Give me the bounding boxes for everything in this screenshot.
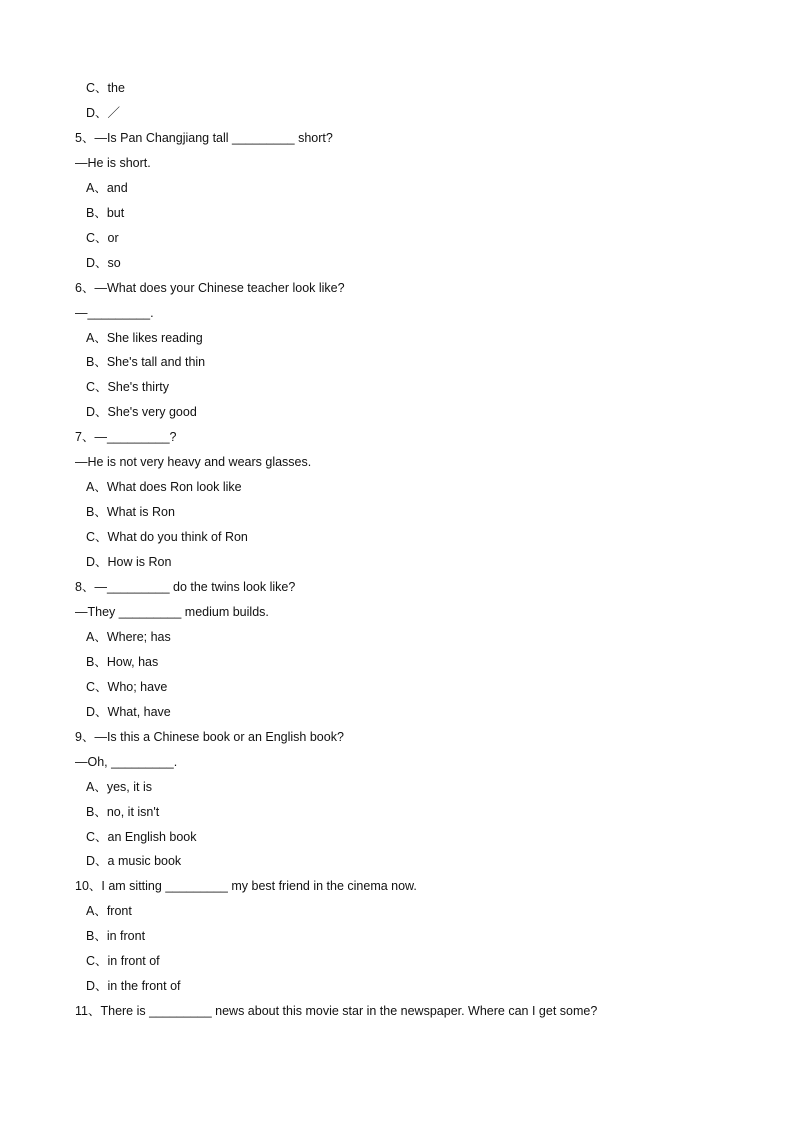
answer-option: C、an English book <box>86 829 197 844</box>
answer-option: D、She's very good <box>86 405 197 420</box>
question-stem: 8、—_________ do the twins look like? <box>75 580 296 594</box>
question-stem: 6、—What does your Chinese teacher look like? <box>75 280 345 295</box>
answer-option: A、yes, it is <box>86 779 152 794</box>
answer-option: D、What, have <box>86 704 171 719</box>
answer-option: A、front <box>86 904 132 919</box>
answer-option: B、She's tall and thin <box>86 355 206 370</box>
answer-option: D、／ <box>86 105 121 120</box>
answer-option: D、so <box>86 255 121 270</box>
answer-option: A、She likes reading <box>86 330 203 345</box>
answer-option: A、What does Ron look like <box>86 480 242 495</box>
answer-option: C、She's thirty <box>86 380 169 395</box>
answer-option: B、in front <box>86 929 146 944</box>
dialogue-response: —Oh, _________. <box>75 754 178 769</box>
dialogue-response: —He is short. <box>75 155 151 170</box>
answer-option: D、How is Ron <box>86 555 172 570</box>
answer-option: C、Who; have <box>86 679 168 694</box>
question-stem: 9、—Is this a Chinese book or an English book? <box>75 729 344 744</box>
dialogue-response: —_________. <box>75 305 154 320</box>
answer-option: B、no, it isn't <box>86 804 160 819</box>
answer-option: C、or <box>86 230 119 245</box>
dialogue-response: —They _________ medium builds. <box>75 604 269 619</box>
dialogue-response: —He is not very heavy and wears glasses. <box>75 455 312 470</box>
answer-option: B、How, has <box>86 654 159 669</box>
answer-option: C、the <box>86 81 125 95</box>
question-stem: 11、There is _________ news about this movie star in the newspaper. Where can I get some? <box>75 1004 598 1019</box>
answer-option: D、in the front of <box>86 979 181 994</box>
answer-option: C、What do you think of Ron <box>86 530 248 545</box>
answer-option: B、but <box>86 205 125 220</box>
answer-option: A、and <box>86 180 128 195</box>
question-stem: 7、—_________? <box>75 430 177 445</box>
answer-option: D、a music book <box>86 854 182 869</box>
question-stem: 10、I am sitting _________ my best friend in the cinema now. <box>75 879 417 894</box>
answer-option: C、in front of <box>86 954 160 969</box>
question-stem: 5、—Is Pan Changjiang tall _________ short? <box>75 130 333 145</box>
answer-option: B、What is Ron <box>86 505 175 520</box>
answer-option: A、Where; has <box>86 629 171 644</box>
